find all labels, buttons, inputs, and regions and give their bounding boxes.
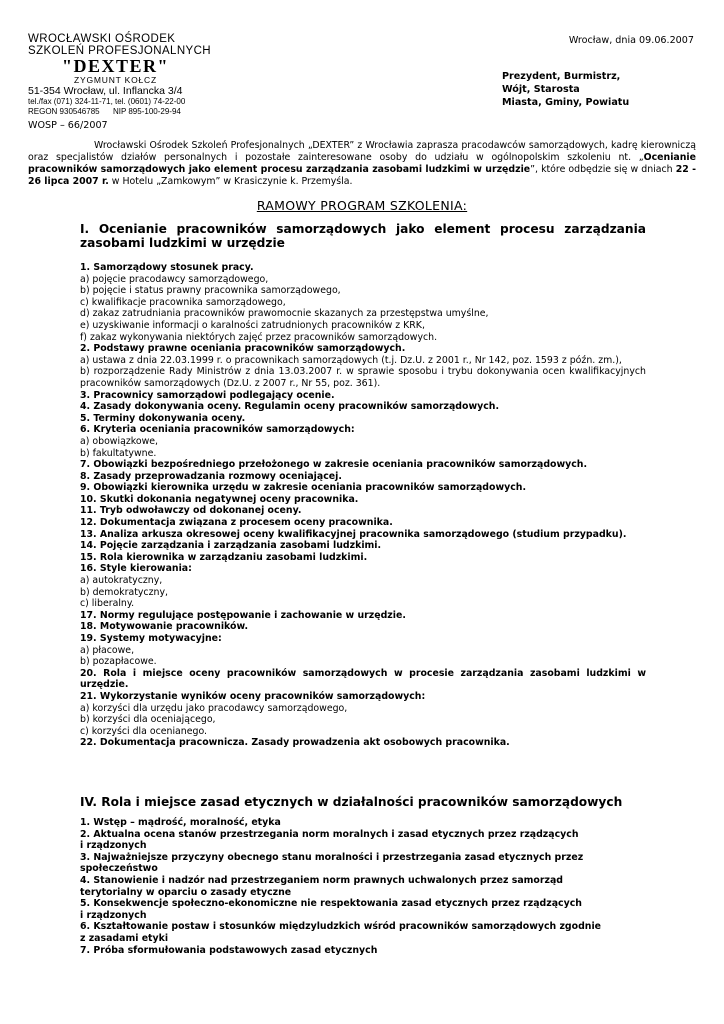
ethics-item: 7. Próba sformułowania podstawowych zasad etycznych — [80, 944, 378, 956]
program-item: b) fakultatywne. — [80, 447, 157, 459]
program-item: b) pozapłacowe. — [80, 656, 157, 668]
section1-list — [80, 262, 646, 749]
training-dates: 22 - 26 lipca 2007 r. — [28, 164, 696, 187]
reference-number: WOSP – 66/2007 — [28, 120, 108, 131]
program-item: b) demokratyczny, — [80, 586, 168, 598]
program-item: 21. Wykorzystanie wyników oceny pracowników samorządowych: — [80, 690, 426, 702]
letterhead-line2: SZKOLEŃ PROFESJONALNYCH — [28, 45, 212, 57]
intro-paragraph — [28, 140, 696, 188]
training-title: Ocenianie pracowników samorządowych jako element procesu zarządzania zasobami ludzkimi w urzędzie — [28, 152, 696, 175]
program-item: c) kwalifikacje pracownika samorządowego, — [80, 296, 286, 308]
ethics-item: 6. Kształtowanie postaw i stosunków międzyludzkich wśród pracowników samorządowych zgodnie z zasadami etyki — [80, 921, 602, 944]
program-item: 14. Pojęcie zarządzania i zarządzania zasobami ludzkimi. — [80, 540, 382, 552]
program-item: 19. Systemy motywacyjne: — [80, 633, 222, 644]
program-item: c) korzyści dla ocenianego. — [80, 725, 208, 737]
letterhead-owner: ZYGMUNT KOŁCZ — [74, 75, 157, 85]
program-item: 11. Tryb odwoławczy od dokonanej oceny. — [80, 505, 302, 517]
program-item: a) ustawa z dnia 22.03.1999 r. o pracownikach samorządowych (t.j. Dz.U. z 2001 r., Nr 142, poz. 1593 z późn. zm.), — [80, 354, 622, 366]
program-item: 12. Dokumentacja związana z procesem oceny pracownika. — [80, 517, 393, 529]
program-item: 1. Samorządowy stosunek pracy. — [80, 262, 254, 273]
program-item: 15. Rola kierownika w zarządzaniu zasobami ludzkimi. — [80, 551, 368, 563]
program-item: 16. Style kierowania: — [80, 563, 192, 575]
program-item: e) uzyskiwanie informacji o karalności zatrudnionych pracowników z KRK, — [80, 319, 425, 331]
recipient-line: Prezydent, Burmistrz, — [502, 71, 621, 82]
program-item: d) zakaz zatrudniania pracowników prawomocnie skazanych za przestępstwa umyślne, — [80, 308, 489, 320]
program-item: a) autokratyczny, — [80, 575, 163, 587]
recipients — [502, 70, 629, 109]
letterhead-brand: "DEXTER" — [61, 56, 169, 76]
letterhead-phones: tel./fax (071) 324-11-71, tel. (0601) 74-22-00 — [28, 97, 186, 106]
program-item: 2. Podstawy prawne oceniania pracowników samorządowych. — [80, 343, 406, 355]
program-item: 20. Rola i miejsce oceny pracowników samorządowych w procesie zarządzania zasobami ludzkimi w urzędzie. — [80, 667, 646, 691]
program-item: a) płacowe, — [80, 644, 135, 656]
intro-text: Wrocławski Ośrodek Szkoleń Profesjonalnych „DEXTER” z Wrocławia zaprasza pracodawców samorządowych, kadrę kierowniczą oraz specjalistów działów personalnych i pozostałe zainteresowane osoby do udziału w ogólnopolskim szkoleniu nt. „ — [28, 140, 696, 163]
ethics-item: 2. Aktualna ocena stanów przestrzegania norm moralnych i zasad etycznych przez rządzących i rządzonych — [80, 828, 579, 852]
ethics-item: 5. Konsekwencje społeczno-ekonomiczne nie respektowania zasad etycznych przez rządzących i rządzonych — [80, 898, 582, 921]
program-item: 18. Motywowanie pracowników. — [80, 621, 249, 633]
ethics-item: 4. Stanowienie i nadzór nad przestrzeganiem norm prawnych uchwalonych przez samorząd terytorialny w oparciu o zasady etyczne — [80, 874, 563, 898]
program-item: 17. Normy regulujące postępowanie i zachowanie w urzędzie. — [80, 609, 406, 621]
program-item: b) rozporządzenie Rady Ministrów z dnia 13.03.2007 r. w sprawie sposobu i trybu dokonywania ocen kwalifikacyjnych pracowników samorządowych (Dz.U. z 2007 r., Nr 55, poz. 361). — [80, 366, 646, 389]
program-item: 7. Obowiązki bezpośredniego przełożonego w zakresie oceniania pracowników samorządowych. — [80, 459, 588, 471]
program-item: 9. Obowiązki kierownika urzędu w zakresie oceniania pracowników samorządowych. — [80, 482, 527, 494]
intro-text: w Hotelu „Zamkowym” w Krasiczynie k. Przemyśla. — [108, 176, 353, 187]
program-item: b) korzyści dla oceniającego, — [80, 714, 216, 726]
program-item: a) obowiązkowe, — [80, 435, 158, 447]
program-item: 22. Dokumentacja pracownicza. Zasady prowadzenia akt osobowych pracownika. — [80, 737, 510, 749]
letter-date: Wrocław, dnia 09.06.2007 — [568, 35, 694, 46]
section1-heading: I. Ocenianie pracowników samorządowych jako element procesu zarządzania zasobami ludzkimi w urzędzie — [80, 222, 646, 250]
program-item: 13. Analiza arkusza okresowej oceny kwalifikacyjnej pracownika samorządowego (studium przypadku). — [80, 528, 627, 540]
intro-text: ”, które odbędzie się w dniach — [530, 164, 676, 175]
recipient-line: Miasta, Gminy, Powiatu — [502, 97, 630, 108]
program-item: 8. Zasady przeprowadzania rozmowy oceniającej. — [80, 470, 342, 482]
program-item: f) zakaz wykonywania niektórych zajęć przez pracowników samorządowych. — [80, 331, 438, 343]
program-item: 6. Kryteria oceniania pracowników samorządowych: — [80, 424, 355, 436]
program-item: a) pojęcie pracodawcy samorządowego, — [80, 273, 269, 285]
recipient-line: Wójt, Starosta — [502, 84, 580, 95]
program-item: 4. Zasady dokonywania oceny. Regulamin oceny pracowników samorządowych. — [80, 401, 500, 413]
section4-heading: IV. Rola i miejsce zasad etycznych w działalności pracowników samorządowych — [80, 795, 623, 809]
program-title: RAMOWY PROGRAM SZKOLENIA: — [256, 198, 468, 213]
program-item: 5. Terminy dokonywania oceny. — [80, 412, 246, 424]
section4-list — [80, 817, 646, 956]
program-item: 3. Pracownicy samorządowi podlegający ocenie. — [80, 389, 335, 401]
program-item: b) pojęcie i status prawny pracownika samorządowego, — [80, 285, 341, 297]
letterhead-ids: REGON 930546785 NIP 895-100-29-94 — [28, 107, 181, 116]
letterhead-line1: WROCŁAWSKI OŚRODEK — [28, 33, 176, 45]
program-item: a) korzyści dla urzędu jako pracodawcy samorządowego, — [80, 702, 348, 714]
ethics-item: 1. Wstęp – mądrość, moralność, etyka — [80, 817, 281, 828]
program-item: c) liberalny. — [80, 598, 135, 610]
program-item: 10. Skutki dokonania negatywnej oceny pracownika. — [80, 493, 359, 505]
letterhead — [28, 33, 228, 117]
ethics-item: 3. Najważniejsze przyczyny obecnego stanu moralności i przestrzegania zasad etycznych przez społeczeństwo — [80, 851, 584, 875]
letterhead-address: 51-354 Wrocław, ul. Inflancka 3/4 — [28, 85, 183, 97]
